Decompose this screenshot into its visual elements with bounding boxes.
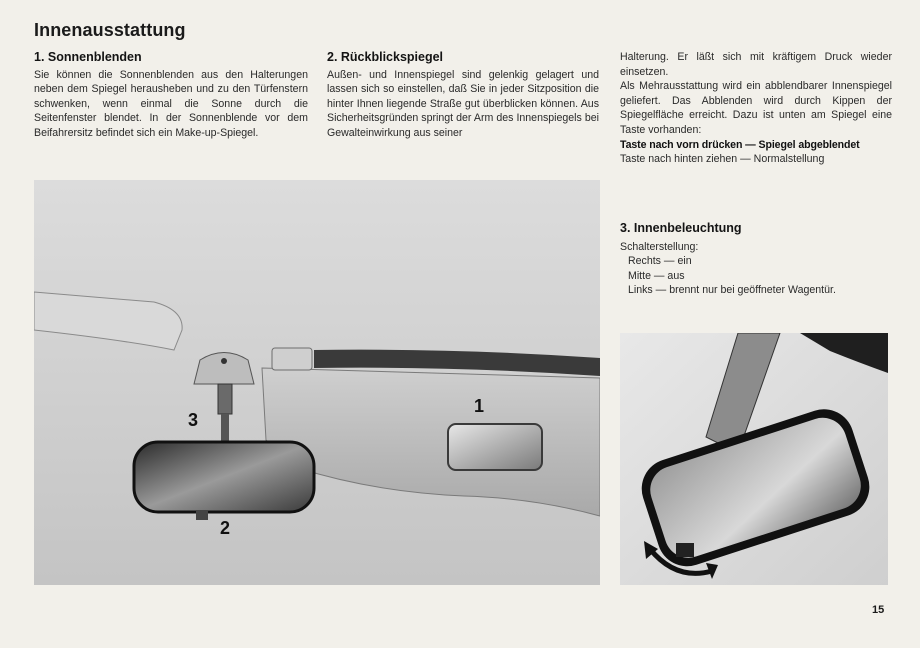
page-number: 15 <box>872 604 885 616</box>
photo-visor-mirror <box>34 180 600 585</box>
small-dimming-tab[interactable] <box>676 543 694 557</box>
section-mirrors-continued <box>620 50 892 167</box>
switch-position-middle: Mitte — aus <box>628 269 685 282</box>
mount-screw <box>221 358 227 364</box>
section-mirrors <box>327 50 599 141</box>
section-heading-sun-visors: 1. Sonnenblenden <box>34 50 142 64</box>
rear-view-mirror <box>134 442 314 512</box>
section-text-mirrors: Außen- und Innenspiegel sind gelenkig gelagert und lassen sich so einstellen, daß Sie in jeder Sitzposition die hinter Ihnen liegende Straße gut überblicken können. Aus Sicherheitsgründen springt der Arm des Innenspiegels bei Gewalteinwirkung aus seiner <box>327 68 599 139</box>
switch-position-left: Links — brennt nur bei geöffneter Wagentür. <box>628 284 836 297</box>
photo-label-2: 2 <box>220 518 231 538</box>
photo-label-3: 3 <box>188 410 199 430</box>
mirror-line-back: Taste nach hinten ziehen — Normalstellung <box>620 153 825 166</box>
section-sun-visors <box>34 50 308 141</box>
make-up-mirror <box>448 424 542 470</box>
switch-position-right: Rechts — ein <box>628 255 692 268</box>
dimming-tab[interactable] <box>196 510 208 520</box>
section-interior-light <box>620 221 900 298</box>
visor-clip <box>272 348 312 370</box>
interior-light-switch[interactable] <box>218 384 232 414</box>
photo-label-1: 1 <box>474 396 485 416</box>
mirror-text-cont-2: Als Mehrausstattung wird ein abblendbarer Innenspiegel geliefert. Das Abblenden wird durch Kippen der Spiegelfläche erreicht. Dazu ist unten am Spiegel eine Taste vorhanden: <box>620 80 892 136</box>
mirror-line-forward: Taste nach vorn drücken — Spiegel abgeblendet <box>620 138 860 151</box>
section-heading-interior-light: 3. Innenbeleuchtung <box>620 221 742 235</box>
section-heading-mirrors: 2. Rückblickspiegel <box>327 50 444 64</box>
switch-position-label: Schalterstellung: <box>620 240 699 253</box>
mirror-text-cont-1: Halterung. Er läßt sich mit kräftigem Druck wieder einsetzen. <box>620 51 892 78</box>
section-text-sun-visors: Sie können die Sonnenblenden aus den Halterungen neben dem Spiegel herausheben und zu den Türfenstern schwenken, wenn einmal die Sonne durch die Seitenfenster blendet. In der Sonnenblende vor dem Beifahrersitz befindet sich ein Make-up-Spiegel. <box>34 68 308 139</box>
page-title: Innenausstattung <box>34 20 186 40</box>
photo-dimmable-mirror <box>620 333 888 585</box>
